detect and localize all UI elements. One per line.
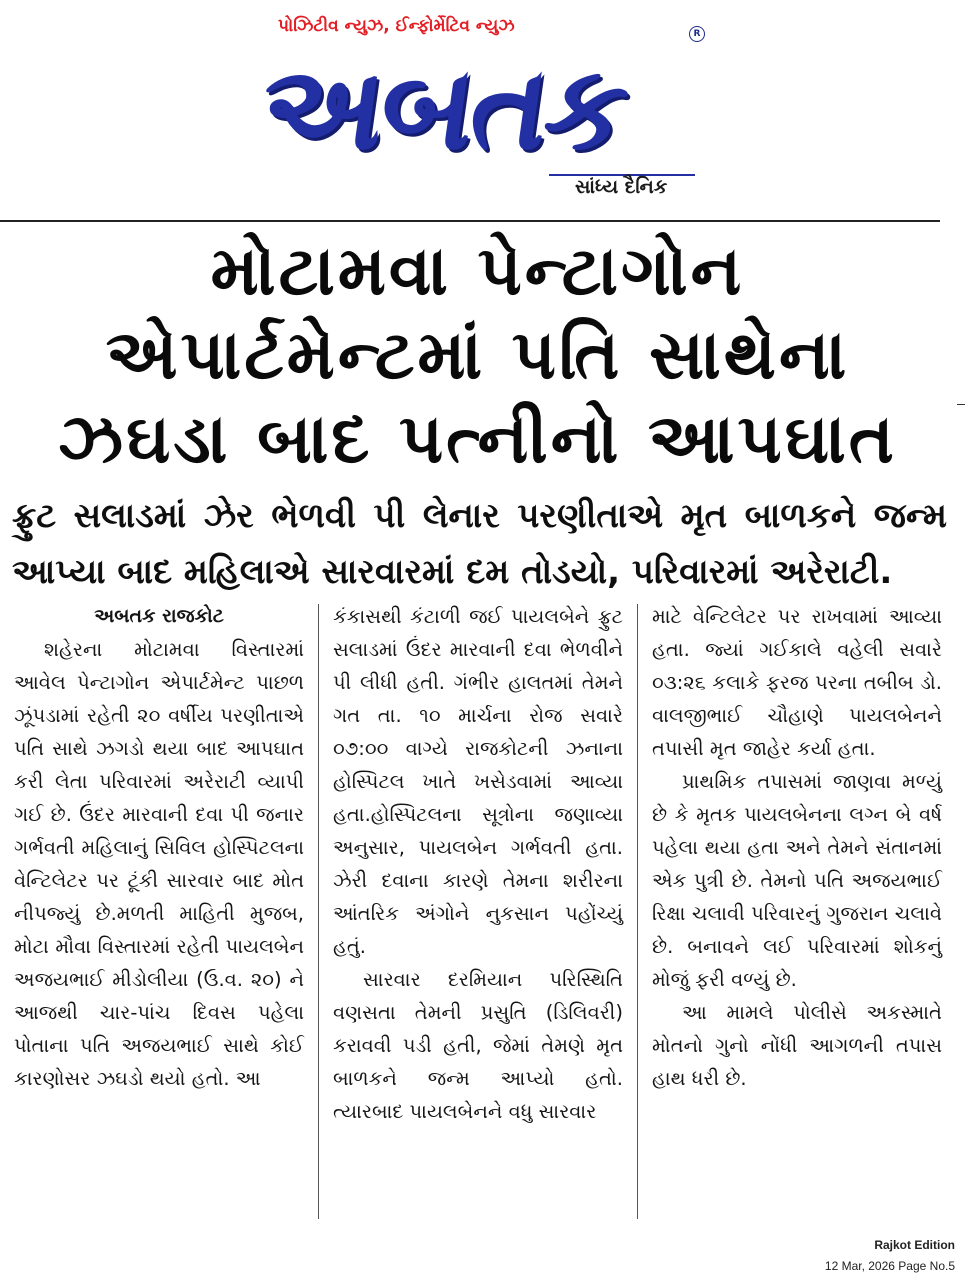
paragraph: પ્રાથમિક તપાસમાં જાણવા મળ્યું છે કે મૃતક પાયલબેનના લગ્ન બે વર્ષ પહેલા થયા હતા અને તેમને સંતાનમાં એક પુત્રી છે. તેમનો પતિ અજયભાઈ રિક્ષા ચલાવી પરિવારનું ગુજરાન ચલાવે છે. બનાવને લઈ પરિવારમાં શોકનું મોજું ફરી વળ્યું છે. <box>652 770 942 991</box>
newspaper-logo: અબતક <box>252 41 634 176</box>
article-column-1 <box>14 600 304 1095</box>
edition-footer: Rajkot Edition <box>874 1238 955 1252</box>
tagline: પોઝિટીવ ન્યુઝ, ઈન્ફોર્મેટિવ ન્યુઝ <box>278 16 515 36</box>
registered-trademark-icon: R <box>689 26 705 42</box>
paragraph: માટે વેન્ટિલેટર પર રાખવામાં આવ્યા હતા. જ્યાં ગઈકાલે વહેલી સવારે ૦૩:૨૬ કલાકે ફરજ પરના તબીબ ડો. વાલજીભાઈ ચૌહાણે પાયલબેનને તપાસી મૃત જાહેર કર્યા હતા. <box>652 605 942 760</box>
headline: મોટામવા પેન્ટાગોન એપાર્ટમેન્ટમાં પતિ સાથેના ઝઘડા બાદ પત્નીનો આપઘાત <box>58 232 897 479</box>
edition-label: સાંધ્ય દૈનિક <box>575 176 668 198</box>
article-column-3 <box>652 600 942 1095</box>
subheadline: ફ્રુટ સલાડમાં ઝેર ભેળવી પી લેનાર પરણીતાએ મૃત બાળકને જન્મ આપ્યા બાદ મહિલાએ સારવારમાં દમ તોડયો, પરિવારમાં અરેરાટી. <box>12 496 947 592</box>
paragraph: કંકાસથી કંટાળી જઈ પાયલબેને ફ્રુટ સલાડમાં ઉંદર મારવાની દવા ભેળવીને પી લીધી હતી. ગંભીર હાલતમાં તેમને ગત તા. ૧૦ માર્ચના રોજ સવારે ૦૭:૦૦ વાગ્યે રાજકોટની ઝનાના હોસ્પિટલ ખાતે ખસેડવામાં આવ્યા હતા.હોસ્પિટલના સૂત્રોના જણાવ્યા અનુસાર, પાયલબેન ગર્ભવતી હતા. ઝેરી દવાના કારણે તેમના શરીરના આંતરિક અંગોને નુકસાન પહોંચ્યું હતું. <box>333 605 623 958</box>
masthead-divider <box>0 220 940 222</box>
page-edge-mark <box>957 404 965 405</box>
byline: અબતક રાજકોટ <box>94 605 224 627</box>
paragraph: શહેરના મોટામવા વિસ્તારમાં આવેલ પેન્ટાગોન એપાર્ટમેન્ટ પાછળ ઝૂંપડામાં રહેતી ૨૦ વર્ષીય પરણીતાએ પતિ સાથે ઝગડો થયા બાદ આપઘાત કરી લેતા પરિવારમાં અરેરાટી વ્યાપી ગઈ છે. ઉંદર મારવાની દવા પી જનાર ગર્ભવતી મહિલાનું સિવિલ હોસ્પિટલના વેન્ટિલેટર પર ટૂંકી સારવાર બાદ મોત નીપજ્યું છે.મળતી માહિતી મુજબ, મોટા મૌવા વિસ્તારમાં રહેતી પાયલબેન અજયભાઈ મીડોલીયા (ઉ.વ. ૨૦) ને આજથી ચાર-પાંચ દિવસ પહેલા પોતાના પતિ અજયભાઈ સાથે કોઈ કારણોસર ઝઘડો થયો હતો. આ <box>14 638 304 1090</box>
masthead <box>0 0 965 222</box>
column-divider <box>637 604 638 1219</box>
date-page-footer: 12 Mar, 2026 Page No.5 <box>824 1259 955 1273</box>
paragraph: સારવાર દરમિયાન પરિસ્થિતિ વણસતા તેમની પ્રસુતિ (ડિલિવરી) કરાવવી પડી હતી, જેમાં તેમણે મૃત બાળકને જન્મ આપ્યો હતો. ત્યારબાદ પાયલબેનને વધુ સારવાર <box>333 968 623 1123</box>
article-column-2 <box>333 600 623 1128</box>
column-divider <box>318 604 319 1219</box>
paragraph: આ મામલે પોલીસે અકસ્માતે મોતનો ગુનો નોંધી આગળની તપાસ હાથ ધરી છે. <box>652 1001 942 1090</box>
